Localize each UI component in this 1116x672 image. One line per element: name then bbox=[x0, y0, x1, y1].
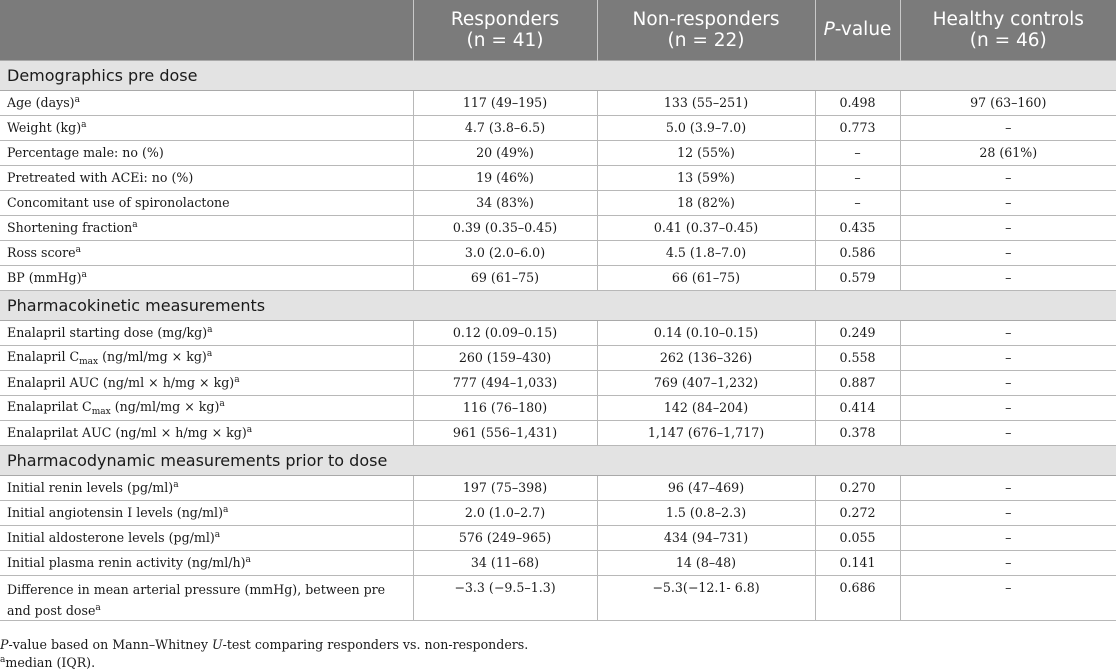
table-row: Concomitant use of spironolactone 34 (83%) 18 (82%) – – bbox=[0, 190, 1116, 215]
table-row: Age (days)$^a$ 117 (49–195) 133 (55–251) 0.498 97 (63–160) bbox=[0, 90, 1116, 115]
table-row: BP (mmHg)$^a$ 69 (61–75) 66 (61–75) 0.579 – bbox=[0, 265, 1116, 290]
table-row: Difference in mean arterial pressure (mmHg), between pre and post dose$^a$ −3.3 (−9.5–1.3) −5.3(−12.1- 6.8) 0.686 – bbox=[0, 575, 1116, 620]
table-row: Initial aldosterone levels $(pg/ml)^a$ 576 (249–965) 434 (94–731) 0.055 – bbox=[0, 525, 1116, 550]
table-row: Enalaprilat AUC (ng/ml × h/mg × kg)$^a$ 961 (556–1,431) 1,147 (676–1,717) 0.378 – bbox=[0, 420, 1116, 445]
header-variable bbox=[0, 0, 413, 60]
table-row: Initial renin levels $(pg/ml)^a$ 197 (75–398) 96 (47–469) 0.270 – bbox=[0, 475, 1116, 500]
table-row: Enalapril starting dose $(mg/kg)^a$ 0.12 (0.09–0.15) 0.14 (0.10–0.15) 0.249 – bbox=[0, 320, 1116, 345]
table-row: Enalapril $C_{max}$ (ng/ml/mg × kg)$^a$ 260 (159–430) 262 (136–326) 0.558 – bbox=[0, 345, 1116, 370]
table-row: Enalapril AUC (ng/ml × h/mg × kg)$^a$ 777 (494–1,033) 769 (407–1,232) 0.887 – bbox=[0, 370, 1116, 395]
table-row: Shortening fraction$^a$ 0.39 (0.35–0.45) 0.41 (0.37–0.45) 0.435 – bbox=[0, 215, 1116, 240]
section-demographics: Demographics pre dose bbox=[0, 60, 1116, 90]
table-row: Percentage male: no (%) 20 (49%) 12 (55%) – 28 (61%) bbox=[0, 140, 1116, 165]
section-pharmacodynamic: Pharmacodynamic measurements prior to dose bbox=[0, 445, 1116, 475]
section-pharmacokinetic: Pharmacokinetic measurements bbox=[0, 290, 1116, 320]
table-row: Initial angiotensin I levels $(ng/ml)^a$ 2.0 (1.0–2.7) 1.5 (0.8–2.3) 0.272 – bbox=[0, 500, 1116, 525]
header-responders: Responders (n = 41) bbox=[413, 0, 597, 60]
table-row: Weight (kg)$^a$ 4.7 (3.8–6.5) 5.0 (3.9–7.0) 0.773 – bbox=[0, 115, 1116, 140]
header-pvalue: P-value bbox=[815, 0, 900, 60]
footnote-pvalue: P-value based on Mann–Whitney U-test comparing responders vs. non-responders. bbox=[0, 637, 529, 652]
table-row: Enalaprilat $C_{max}$ (ng/ml/mg × kg)$^a$ 116 (76–180) 142 (84–204) 0.414 – bbox=[0, 395, 1116, 420]
table-row: Initial plasma renin activity $(ng/ml/h)^a$ 34 (11–68) 14 (8–48) 0.141 – bbox=[0, 550, 1116, 575]
header-row bbox=[0, 0, 1116, 60]
footnote-median: $^a$median (IQR). bbox=[0, 655, 96, 670]
table-row: Pretreated with ACEi: no (%) 19 (46%) 13 (59%) – – bbox=[0, 165, 1116, 190]
header-healthy: Healthy controls (n = 46) bbox=[900, 0, 1116, 60]
header-nonresponders: Non-responders (n = 22) bbox=[597, 0, 815, 60]
table-row: Ross score$^a$ 3.0 (2.0–6.0) 4.5 (1.8–7.0) 0.586 – bbox=[0, 240, 1116, 265]
